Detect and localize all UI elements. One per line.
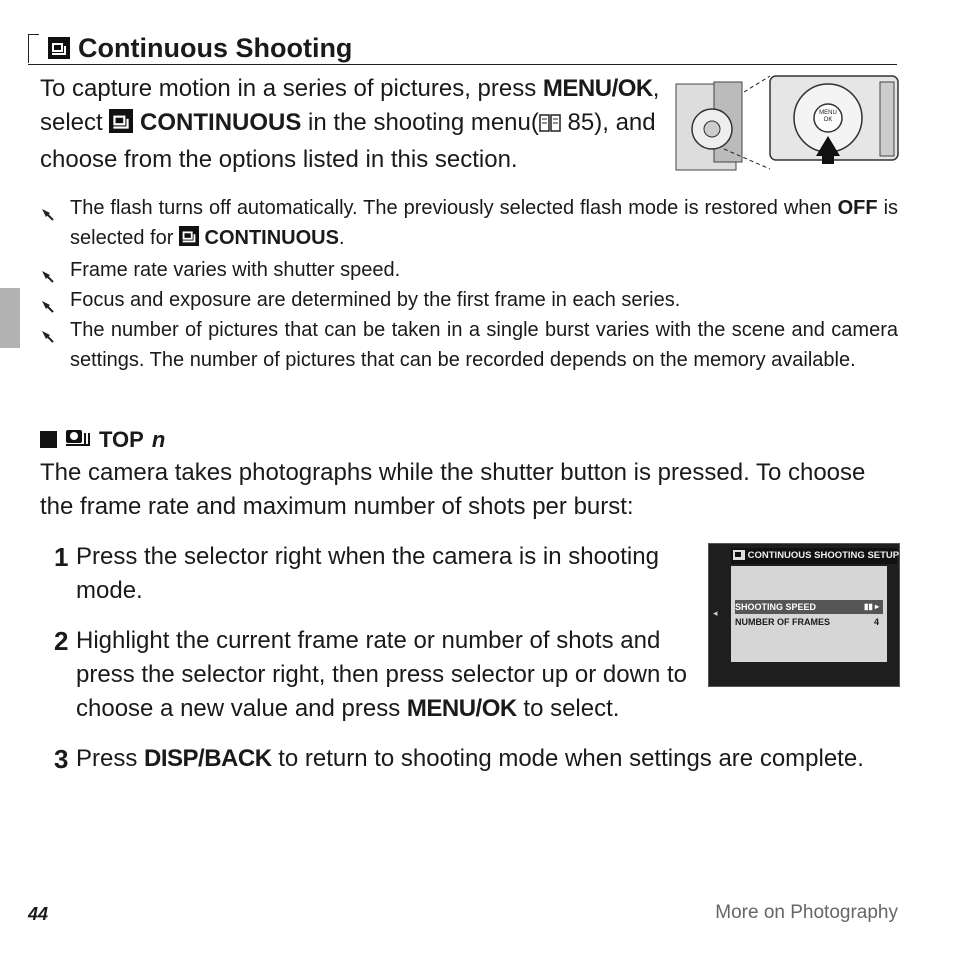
menu-row-shooting-speed: SHOOTING SPEED ▮▮ ▸ (735, 600, 883, 614)
pencil-icon (40, 322, 54, 352)
continuous-mode-icon (109, 109, 133, 143)
page-number: 44 (28, 904, 49, 924)
header-mark (28, 34, 39, 63)
square-bullet-icon (40, 431, 57, 448)
left-arrow-icon: ◂ (713, 608, 718, 618)
intro-text-4: 85), and choose from the options listed in this section. (40, 109, 656, 173)
footer-section: More on Photography (715, 902, 898, 923)
intro-text-3: in the shooting menu( (301, 109, 539, 136)
continuous-mode-icon (179, 225, 199, 255)
step-number: 2 (54, 626, 69, 656)
intro-text-2: , select (40, 75, 660, 136)
camera-illustration (674, 74, 900, 179)
intro-paragraph (40, 72, 670, 177)
step-2: 2 Highlight the current frame rate or number of shots and press the selector right, then press selector up or down to choose a new value and press MENU/OK to select. (54, 626, 687, 722)
burst-speed-icon: ▮▮ ▸ (863, 602, 879, 611)
note-item: The number of pictures that can be taken in a single burst varies with the scene and camera settings. The number of pictures that can be recorded depends on the memory available. (40, 315, 898, 375)
top-mode-icon (65, 425, 91, 454)
section-header (28, 32, 897, 65)
screen-header: CONTINUOUS SHOOTING SETUP (731, 548, 897, 564)
menu-row-number-of-frames: NUMBER OF FRAMES 4 (735, 617, 879, 627)
section-paragraph: The camera takes photographs while the shutter button is pressed. To choose the frame rate and maximum number of shots per burst: (40, 459, 866, 520)
note-item: Frame rate varies with shutter speed. (40, 255, 898, 285)
step-number: 1 (54, 542, 69, 572)
step-3: 3 Press DISP/BACK to return to shooting mode when settings are complete. (54, 744, 864, 774)
book-icon (539, 108, 561, 142)
intro-text-1: To capture motion in a series of pictures, press (40, 75, 543, 102)
note-item: Focus and exposure are determined by the first frame in each series. (40, 285, 898, 315)
menu-ok-button-label: MENU OK (819, 110, 837, 123)
note-item: The flash turns off automatically. The previously selected flash mode is restored when OFF is selected for CONTINUOUS. (40, 193, 898, 255)
camera-screen-illustration (708, 543, 900, 687)
step-number: 3 (54, 744, 69, 774)
chapter-tab (0, 288, 20, 348)
step-1: 1 Press the selector right when the camera is in shooting mode. (54, 542, 659, 604)
pencil-icon (40, 200, 54, 230)
notes-list (40, 193, 898, 375)
menu-ok-label: MENU/OK (542, 75, 653, 102)
continuous-mode-icon (48, 37, 70, 64)
subsection-heading (40, 425, 165, 454)
screen-menu (731, 566, 887, 662)
page-title: Continuous Shooting (78, 33, 353, 63)
subsection-suffix: n (151, 426, 166, 452)
subsection-title: TOP (99, 426, 144, 452)
continuous-label: CONTINUOUS (140, 109, 302, 136)
continuous-mode-icon (733, 550, 745, 566)
